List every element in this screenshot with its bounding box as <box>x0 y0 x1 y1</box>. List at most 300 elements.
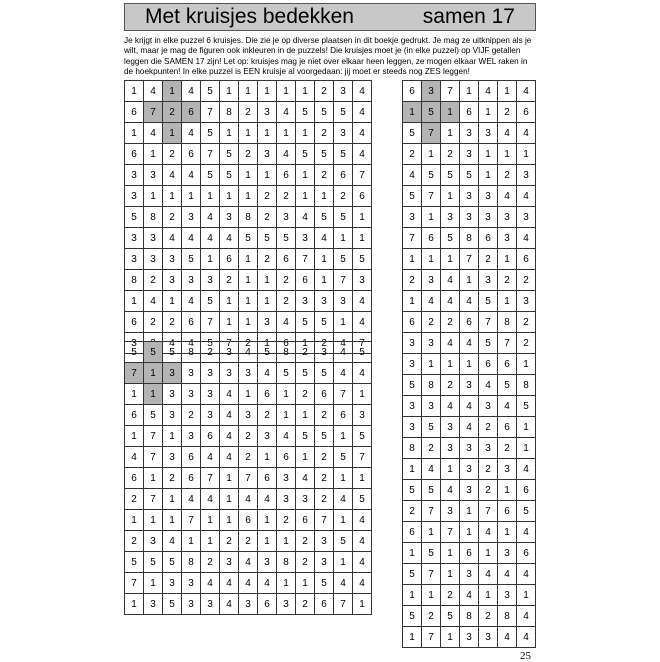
grid-cell[interactable]: 4 <box>353 573 372 594</box>
grid-cell[interactable]: 7 <box>460 249 479 270</box>
grid-cell[interactable]: 2 <box>517 270 536 291</box>
grid-cell[interactable]: 1 <box>460 354 479 375</box>
grid-cell[interactable]: 2 <box>315 468 334 489</box>
grid-cell[interactable]: 6 <box>479 354 498 375</box>
grid-cell[interactable]: 4 <box>163 333 182 354</box>
grid-cell[interactable]: 4 <box>220 384 239 405</box>
grid-cell[interactable]: 1 <box>220 489 239 510</box>
grid-cell[interactable]: 4 <box>498 123 517 144</box>
grid-cell[interactable]: 1 <box>479 585 498 606</box>
grid-cell[interactable]: 2 <box>441 144 460 165</box>
grid-cell[interactable]: 7 <box>422 627 441 648</box>
grid-cell[interactable]: 3 <box>479 438 498 459</box>
grid-cell[interactable]: 5 <box>517 501 536 522</box>
grid-cell[interactable]: 4 <box>517 123 536 144</box>
grid-cell[interactable]: 5 <box>315 207 334 228</box>
grid-cell[interactable]: 3 <box>460 375 479 396</box>
grid-cell[interactable]: 2 <box>441 375 460 396</box>
grid-cell[interactable]: 4 <box>460 417 479 438</box>
grid-cell[interactable]: 5 <box>296 312 315 333</box>
grid-cell[interactable]: 3 <box>460 627 479 648</box>
grid-cell[interactable]: 3 <box>498 228 517 249</box>
grid-cell[interactable]: 1 <box>125 81 144 102</box>
grid-cell[interactable]: 2 <box>239 426 258 447</box>
grid-cell[interactable]: 3 <box>125 333 144 354</box>
grid-cell[interactable]: 1 <box>277 384 296 405</box>
grid-cell[interactable]: 4 <box>258 489 277 510</box>
grid-cell[interactable]: 3 <box>296 489 315 510</box>
grid-cell[interactable]: 2 <box>239 333 258 354</box>
grid-cell[interactable]: 3 <box>258 102 277 123</box>
grid-cell[interactable]: 2 <box>125 489 144 510</box>
grid-cell[interactable]: 1 <box>239 312 258 333</box>
grid-cell[interactable]: 1 <box>422 354 441 375</box>
grid-cell[interactable]: 3 <box>258 552 277 573</box>
grid-cell[interactable]: 7 <box>422 501 441 522</box>
grid-cell[interactable]: 5 <box>296 363 315 384</box>
grid-cell[interactable]: 5 <box>403 480 422 501</box>
grid-cell[interactable]: 7 <box>353 165 372 186</box>
grid-cell[interactable]: 5 <box>334 102 353 123</box>
grid-cell[interactable]: 4 <box>239 342 258 363</box>
grid-cell[interactable]: 4 <box>163 228 182 249</box>
grid-cell[interactable]: 6 <box>517 102 536 123</box>
grid-cell[interactable]: 7 <box>479 501 498 522</box>
grid-cell[interactable]: 1 <box>277 573 296 594</box>
grid-cell[interactable]: 4 <box>201 207 220 228</box>
grid-cell[interactable]: 6 <box>277 333 296 354</box>
grid-cell[interactable]: 1 <box>441 459 460 480</box>
grid-cell[interactable]: 4 <box>239 552 258 573</box>
grid-cell[interactable]: 1 <box>296 165 315 186</box>
grid-cell[interactable]: 6 <box>479 228 498 249</box>
grid-cell[interactable]: 2 <box>479 249 498 270</box>
grid-cell[interactable]: 3 <box>182 384 201 405</box>
grid-cell[interactable]: 3 <box>441 207 460 228</box>
grid-cell[interactable]: 6 <box>258 594 277 615</box>
grid-cell[interactable]: 1 <box>517 417 536 438</box>
grid-cell[interactable]: 4 <box>460 333 479 354</box>
grid-cell[interactable]: 4 <box>422 291 441 312</box>
grid-cell[interactable]: 5 <box>422 417 441 438</box>
grid-cell[interactable]: 1 <box>422 585 441 606</box>
grid-cell[interactable]: 8 <box>277 552 296 573</box>
grid-cell[interactable]: 4 <box>498 186 517 207</box>
grid-cell[interactable]: 3 <box>182 573 201 594</box>
grid-cell[interactable]: 2 <box>258 249 277 270</box>
grid-cell[interactable]: 5 <box>422 102 441 123</box>
grid-cell[interactable]: 8 <box>422 375 441 396</box>
grid-cell[interactable]: 1 <box>144 573 163 594</box>
grid-cell[interactable]: 4 <box>517 186 536 207</box>
grid-cell[interactable]: 5 <box>334 447 353 468</box>
grid-cell[interactable]: 1 <box>258 531 277 552</box>
grid-cell[interactable]: 1 <box>315 186 334 207</box>
grid-cell[interactable]: 5 <box>334 531 353 552</box>
grid-cell[interactable]: 2 <box>422 312 441 333</box>
grid-cell[interactable]: 6 <box>125 102 144 123</box>
grid-cell[interactable]: 3 <box>403 354 422 375</box>
grid-cell[interactable]: 4 <box>479 522 498 543</box>
grid-cell[interactable]: 3 <box>498 207 517 228</box>
grid-cell[interactable]: 3 <box>239 363 258 384</box>
grid-cell[interactable]: 3 <box>144 228 163 249</box>
grid-cell[interactable]: 3 <box>201 384 220 405</box>
grid-cell[interactable]: 7 <box>144 426 163 447</box>
grid-cell[interactable]: 1 <box>239 81 258 102</box>
grid-cell[interactable]: 1 <box>163 186 182 207</box>
grid-cell[interactable]: 6 <box>422 228 441 249</box>
grid-cell[interactable]: 4 <box>144 123 163 144</box>
grid-cell[interactable]: 1 <box>403 291 422 312</box>
grid-cell[interactable]: 5 <box>182 249 201 270</box>
grid-cell[interactable]: 3 <box>422 396 441 417</box>
grid-cell[interactable]: 4 <box>258 573 277 594</box>
grid-cell[interactable]: 2 <box>403 270 422 291</box>
grid-cell[interactable]: 5 <box>220 165 239 186</box>
grid-cell[interactable]: 1 <box>498 291 517 312</box>
grid-cell[interactable]: 1 <box>460 522 479 543</box>
grid-cell[interactable]: 3 <box>296 228 315 249</box>
grid-cell[interactable]: 3 <box>125 186 144 207</box>
grid-cell[interactable]: 7 <box>220 333 239 354</box>
grid-cell[interactable]: 5 <box>353 426 372 447</box>
grid-cell[interactable]: 1 <box>258 123 277 144</box>
grid-cell[interactable]: 7 <box>296 249 315 270</box>
grid-cell[interactable]: 1 <box>441 564 460 585</box>
grid-cell[interactable]: 3 <box>460 438 479 459</box>
grid-cell[interactable]: 3 <box>479 207 498 228</box>
grid-cell[interactable]: 5 <box>403 186 422 207</box>
grid-cell[interactable]: 3 <box>315 552 334 573</box>
grid-cell[interactable]: 3 <box>422 81 441 102</box>
grid-cell[interactable]: 7 <box>125 573 144 594</box>
grid-cell[interactable]: 5 <box>498 375 517 396</box>
grid-cell[interactable]: 6 <box>334 405 353 426</box>
grid-cell[interactable]: 2 <box>315 333 334 354</box>
grid-cell[interactable]: 5 <box>163 342 182 363</box>
grid-cell[interactable]: 3 <box>517 291 536 312</box>
grid-cell[interactable]: 4 <box>460 396 479 417</box>
grid-cell[interactable]: 2 <box>258 207 277 228</box>
grid-cell[interactable]: 3 <box>315 531 334 552</box>
grid-cell[interactable]: 6 <box>277 447 296 468</box>
grid-cell[interactable]: 5 <box>144 342 163 363</box>
grid-cell[interactable]: 6 <box>517 480 536 501</box>
grid-cell[interactable]: 8 <box>460 228 479 249</box>
grid-cell[interactable]: 6 <box>403 81 422 102</box>
grid-cell[interactable]: 3 <box>479 123 498 144</box>
grid-cell[interactable]: 5 <box>403 564 422 585</box>
grid-cell[interactable]: 5 <box>201 333 220 354</box>
grid-cell[interactable]: 3 <box>182 594 201 615</box>
grid-cell[interactable]: 3 <box>277 207 296 228</box>
grid-cell[interactable]: 4 <box>334 363 353 384</box>
grid-cell[interactable]: 1 <box>441 123 460 144</box>
grid-cell[interactable]: 2 <box>498 438 517 459</box>
grid-cell[interactable]: 6 <box>182 144 201 165</box>
grid-cell[interactable]: 1 <box>422 522 441 543</box>
grid-cell[interactable]: 5 <box>315 102 334 123</box>
grid-cell[interactable]: 1 <box>441 354 460 375</box>
grid-cell[interactable]: 1 <box>315 249 334 270</box>
grid-cell[interactable]: 5 <box>144 552 163 573</box>
grid-cell[interactable]: 3 <box>125 228 144 249</box>
grid-cell[interactable]: 3 <box>144 531 163 552</box>
grid-cell[interactable]: 2 <box>441 585 460 606</box>
grid-cell[interactable]: 1 <box>277 405 296 426</box>
grid-cell[interactable]: 1 <box>403 459 422 480</box>
grid-cell[interactable]: 3 <box>277 468 296 489</box>
grid-cell[interactable]: 4 <box>460 585 479 606</box>
grid-cell[interactable]: 3 <box>182 363 201 384</box>
grid-cell[interactable]: 3 <box>460 207 479 228</box>
grid-cell[interactable]: 1 <box>296 81 315 102</box>
grid-cell[interactable]: 2 <box>182 405 201 426</box>
grid-cell[interactable]: 3 <box>479 396 498 417</box>
grid-cell[interactable]: 1 <box>201 531 220 552</box>
grid-cell[interactable]: 1 <box>163 426 182 447</box>
grid-cell[interactable]: 1 <box>144 384 163 405</box>
grid-cell[interactable]: 1 <box>403 249 422 270</box>
grid-cell[interactable]: 5 <box>258 342 277 363</box>
grid-cell[interactable]: 1 <box>403 543 422 564</box>
grid-cell[interactable]: 4 <box>441 270 460 291</box>
grid-cell[interactable]: 1 <box>296 333 315 354</box>
grid-cell[interactable]: 5 <box>517 396 536 417</box>
grid-cell[interactable]: 6 <box>201 426 220 447</box>
grid-cell[interactable]: 2 <box>144 312 163 333</box>
grid-cell[interactable]: 1 <box>422 144 441 165</box>
grid-cell[interactable]: 1 <box>422 207 441 228</box>
grid-cell[interactable]: 7 <box>239 468 258 489</box>
grid-cell[interactable]: 1 <box>334 510 353 531</box>
grid-cell[interactable]: 7 <box>201 468 220 489</box>
grid-cell[interactable]: 1 <box>144 510 163 531</box>
grid-cell[interactable]: 1 <box>144 186 163 207</box>
grid-cell[interactable]: 3 <box>498 543 517 564</box>
grid-cell[interactable]: 1 <box>220 291 239 312</box>
grid-cell[interactable]: 3 <box>144 594 163 615</box>
grid-cell[interactable]: 8 <box>277 342 296 363</box>
grid-cell[interactable]: 4 <box>517 81 536 102</box>
grid-cell[interactable]: 4 <box>353 144 372 165</box>
grid-cell[interactable]: 1 <box>517 354 536 375</box>
grid-cell[interactable]: 5 <box>353 489 372 510</box>
grid-cell[interactable]: 3 <box>441 438 460 459</box>
grid-cell[interactable]: 7 <box>353 333 372 354</box>
grid-cell[interactable]: 2 <box>239 102 258 123</box>
grid-cell[interactable]: 8 <box>517 375 536 396</box>
grid-cell[interactable]: 2 <box>277 291 296 312</box>
grid-cell[interactable]: 4 <box>220 426 239 447</box>
grid-cell[interactable]: 4 <box>479 564 498 585</box>
grid-cell[interactable]: 1 <box>334 426 353 447</box>
grid-cell[interactable]: 7 <box>403 228 422 249</box>
grid-cell[interactable]: 4 <box>517 606 536 627</box>
grid-cell[interactable]: 4 <box>498 627 517 648</box>
grid-cell[interactable]: 4 <box>517 522 536 543</box>
grid-cell[interactable]: 8 <box>144 207 163 228</box>
grid-cell[interactable]: 3 <box>334 291 353 312</box>
grid-cell[interactable]: 2 <box>277 270 296 291</box>
grid-cell[interactable]: 3 <box>163 573 182 594</box>
grid-cell[interactable]: 4 <box>182 291 201 312</box>
grid-cell[interactable]: 1 <box>125 291 144 312</box>
grid-cell[interactable]: 6 <box>460 543 479 564</box>
grid-cell[interactable]: 1 <box>144 468 163 489</box>
grid-cell[interactable]: 5 <box>220 144 239 165</box>
grid-cell[interactable]: 1 <box>353 207 372 228</box>
grid-cell[interactable]: 1 <box>479 165 498 186</box>
grid-cell[interactable]: 2 <box>163 207 182 228</box>
grid-cell[interactable]: 2 <box>144 270 163 291</box>
grid-cell[interactable]: 1 <box>258 447 277 468</box>
grid-cell[interactable]: 3 <box>479 270 498 291</box>
grid-cell[interactable]: 3 <box>517 207 536 228</box>
grid-cell[interactable]: 4 <box>277 312 296 333</box>
grid-cell[interactable]: 2 <box>315 123 334 144</box>
grid-cell[interactable]: 1 <box>296 573 315 594</box>
grid-cell[interactable]: 2 <box>296 552 315 573</box>
grid-cell[interactable]: 4 <box>403 165 422 186</box>
grid-cell[interactable]: 4 <box>220 405 239 426</box>
grid-cell[interactable]: 5 <box>441 165 460 186</box>
grid-cell[interactable]: 1 <box>239 249 258 270</box>
grid-cell[interactable]: 3 <box>403 207 422 228</box>
grid-cell[interactable]: 2 <box>220 270 239 291</box>
grid-cell[interactable]: 1 <box>460 270 479 291</box>
grid-cell[interactable]: 3 <box>422 333 441 354</box>
grid-cell[interactable]: 1 <box>239 186 258 207</box>
grid-cell[interactable]: 6 <box>182 468 201 489</box>
grid-cell[interactable]: 5 <box>258 228 277 249</box>
grid-cell[interactable]: 3 <box>163 249 182 270</box>
grid-cell[interactable]: 6 <box>315 384 334 405</box>
grid-cell[interactable]: 7 <box>441 522 460 543</box>
grid-cell[interactable]: 4 <box>353 81 372 102</box>
grid-cell[interactable]: 5 <box>277 363 296 384</box>
grid-cell[interactable]: 5 <box>201 291 220 312</box>
grid-cell[interactable]: 1 <box>220 123 239 144</box>
grid-cell[interactable]: 2 <box>201 552 220 573</box>
grid-cell[interactable]: 7 <box>422 564 441 585</box>
grid-cell[interactable]: 3 <box>220 552 239 573</box>
grid-cell[interactable]: 3 <box>441 417 460 438</box>
grid-cell[interactable]: 1 <box>220 186 239 207</box>
grid-cell[interactable]: 2 <box>201 342 220 363</box>
grid-cell[interactable]: 2 <box>479 480 498 501</box>
grid-cell[interactable]: 2 <box>498 102 517 123</box>
grid-cell[interactable]: 4 <box>441 291 460 312</box>
grid-cell[interactable]: 2 <box>163 468 182 489</box>
grid-cell[interactable]: 1 <box>460 81 479 102</box>
grid-cell[interactable]: 2 <box>403 144 422 165</box>
grid-cell[interactable]: 6 <box>220 249 239 270</box>
grid-cell[interactable]: 3 <box>125 249 144 270</box>
grid-cell[interactable]: 5 <box>334 144 353 165</box>
grid-cell[interactable]: 1 <box>479 102 498 123</box>
grid-cell[interactable]: 3 <box>201 405 220 426</box>
grid-cell[interactable]: 3 <box>296 291 315 312</box>
grid-cell[interactable]: 5 <box>422 480 441 501</box>
grid-cell[interactable]: 5 <box>334 207 353 228</box>
grid-cell[interactable]: 6 <box>125 312 144 333</box>
grid-cell[interactable]: 1 <box>403 627 422 648</box>
grid-cell[interactable]: 1 <box>403 102 422 123</box>
grid-cell[interactable]: 5 <box>125 207 144 228</box>
grid-cell[interactable]: 1 <box>334 552 353 573</box>
grid-cell[interactable]: 3 <box>422 270 441 291</box>
grid-cell[interactable]: 7 <box>498 333 517 354</box>
grid-cell[interactable]: 1 <box>277 81 296 102</box>
grid-cell[interactable]: 2 <box>315 489 334 510</box>
grid-cell[interactable]: 3 <box>163 363 182 384</box>
grid-cell[interactable]: 3 <box>460 459 479 480</box>
grid-cell[interactable]: 3 <box>479 186 498 207</box>
grid-cell[interactable]: 3 <box>144 249 163 270</box>
grid-cell[interactable]: 3 <box>163 384 182 405</box>
grid-cell[interactable]: 3 <box>182 270 201 291</box>
grid-cell[interactable]: 3 <box>201 363 220 384</box>
grid-cell[interactable]: 4 <box>182 165 201 186</box>
grid-cell[interactable]: 3 <box>220 207 239 228</box>
grid-cell[interactable]: 3 <box>441 501 460 522</box>
grid-cell[interactable]: 3 <box>517 165 536 186</box>
grid-cell[interactable]: 2 <box>163 102 182 123</box>
grid-cell[interactable]: 5 <box>403 375 422 396</box>
grid-cell[interactable]: 4 <box>220 447 239 468</box>
grid-cell[interactable]: 1 <box>258 270 277 291</box>
grid-cell[interactable]: 3 <box>460 123 479 144</box>
grid-cell[interactable]: 5 <box>296 144 315 165</box>
grid-cell[interactable]: 1 <box>182 531 201 552</box>
grid-cell[interactable]: 4 <box>353 510 372 531</box>
grid-cell[interactable]: 1 <box>277 123 296 144</box>
grid-cell[interactable]: 4 <box>441 333 460 354</box>
grid-cell[interactable]: 1 <box>258 291 277 312</box>
grid-cell[interactable]: 1 <box>125 123 144 144</box>
grid-cell[interactable]: 7 <box>353 447 372 468</box>
grid-cell[interactable]: 1 <box>239 291 258 312</box>
grid-cell[interactable]: 4 <box>220 228 239 249</box>
grid-cell[interactable]: 7 <box>422 186 441 207</box>
grid-cell[interactable]: 4 <box>239 573 258 594</box>
grid-cell[interactable]: 4 <box>220 573 239 594</box>
grid-cell[interactable]: 3 <box>277 489 296 510</box>
grid-cell[interactable]: 3 <box>315 342 334 363</box>
grid-cell[interactable]: 2 <box>239 531 258 552</box>
grid-cell[interactable]: 2 <box>296 342 315 363</box>
grid-cell[interactable]: 6 <box>258 468 277 489</box>
grid-cell[interactable]: 1 <box>315 270 334 291</box>
grid-cell[interactable]: 1 <box>353 384 372 405</box>
grid-cell[interactable]: 4 <box>201 489 220 510</box>
grid-cell[interactable]: 1 <box>258 333 277 354</box>
grid-cell[interactable]: 4 <box>517 228 536 249</box>
grid-cell[interactable]: 7 <box>315 510 334 531</box>
grid-cell[interactable]: 3 <box>460 186 479 207</box>
grid-cell[interactable]: 1 <box>239 123 258 144</box>
grid-cell[interactable]: 7 <box>125 363 144 384</box>
grid-cell[interactable]: 1 <box>441 543 460 564</box>
grid-cell[interactable]: 2 <box>498 270 517 291</box>
grid-cell[interactable]: 2 <box>258 405 277 426</box>
grid-cell[interactable]: 5 <box>201 81 220 102</box>
grid-cell[interactable]: 5 <box>353 249 372 270</box>
grid-cell[interactable]: 3 <box>182 426 201 447</box>
grid-cell[interactable]: 1 <box>422 249 441 270</box>
